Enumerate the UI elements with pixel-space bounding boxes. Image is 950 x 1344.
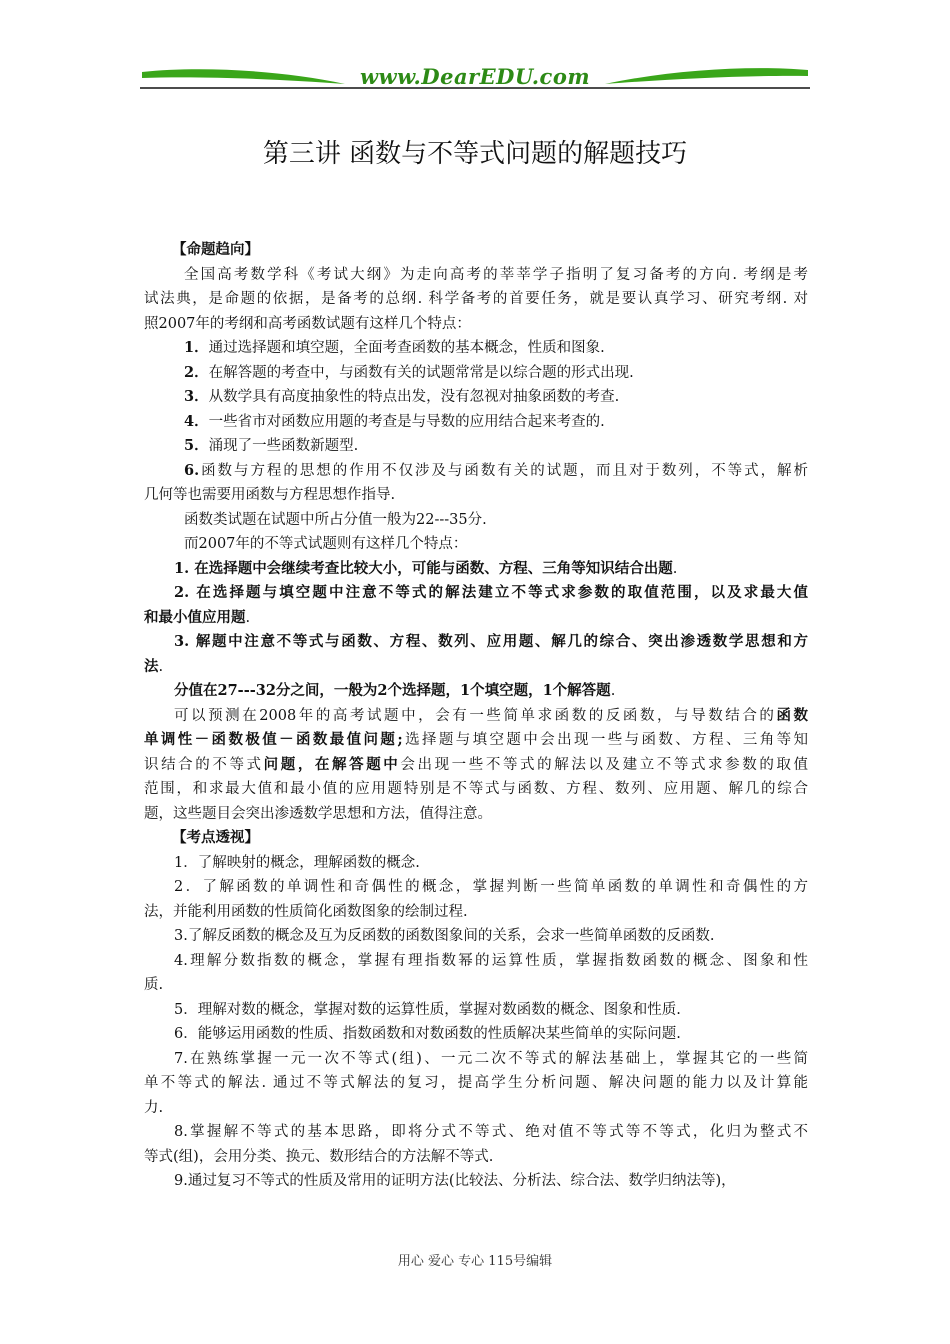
point-text: 通过选择题和填空题，全面考查函数的基本概念，性质和图象.: [208, 340, 605, 356]
forecast-line: [144, 728, 808, 753]
forecast-bold: 函数: [776, 706, 808, 724]
period: .: [610, 683, 616, 699]
func-point: [144, 385, 808, 410]
exam-point: 9.通过复习不等式的性质及常用的证明方法(比较法、分析法、综合法、数学归纳法等)，: [174, 1173, 736, 1189]
ineq-point-1: [144, 557, 808, 582]
point-number: 3．: [184, 388, 209, 405]
func-score: 函数类试题在试题中所占分值一般为22---35分.: [184, 511, 487, 528]
point-number: 1．: [184, 339, 209, 356]
point-text: 法: [144, 657, 159, 675]
page-title: 第三讲 函数与不等式问题的解题技巧: [262, 139, 688, 169]
forecast-text: 可以预测在2008年的高考试题中，会有一些简单求函数的反函数，与导数结合的: [174, 707, 777, 724]
ineq-point-2: 2. 在选择题与填空题中注意不等式的解法建立不等式求参数的取值范围，以及求最大值: [174, 584, 808, 601]
point-text: 从数学具有高度抽象性的特点出发，没有忽视对抽象函数的考查.: [208, 389, 620, 405]
site-logo-text: www.DearEDU.com: [359, 64, 591, 89]
ineq-point-3: 3. 解题中注意不等式与函数、方程、数列、应用题、解几的综合、突出渗透数学思想和方: [174, 633, 808, 650]
period: .: [158, 658, 164, 675]
forecast-line: 题，这些题目会突出渗透数学思想和方法，值得注意。: [144, 805, 492, 822]
intro-line: 试法典，是命题的依据，是备考的总纲. 科学备考的首要任务，就是要认真学习、研究考纲. 对: [144, 291, 808, 307]
point-number: 5．: [184, 437, 209, 454]
exam-point: 3.了解反函数的概念及互为反函数的函数图象间的关系，会求一些简单函数的反函数.: [174, 928, 715, 944]
ineq-point-3-cont: [144, 655, 808, 680]
exam-point: 8.掌握解不等式的基本思路，即将分式不等式、绝对值不等式等不等式，化归为整式不: [174, 1124, 808, 1140]
point-number: 6.: [184, 461, 200, 479]
exam-point-cont: 法，并能利用函数的性质简化函数图象的绘制过程.: [144, 903, 468, 920]
intro-line: 照2007年的考纲和高考函数试题有这样几个特点：: [144, 315, 471, 332]
period: .: [672, 560, 678, 577]
forecast-line: [144, 704, 808, 729]
ineq-score: [144, 679, 808, 704]
func-point: [144, 410, 808, 435]
ineq-point-2-cont: [144, 606, 808, 631]
intro-line: 全国高考数学科《考试大纲》为走向高考的莘莘学子指明了复习备考的方向. 考纲是考: [184, 266, 808, 283]
forecast-line: [144, 753, 808, 778]
forecast-bold: 问题，在解答题中: [263, 755, 401, 773]
exam-point: 6．能够运用函数的性质、指数函数和对数函数的性质解决某些简单的实际问题.: [174, 1026, 681, 1042]
point-number: 4．: [184, 412, 209, 430]
exam-point: 2．了解函数的单调性和奇偶性的概念，掌握判断一些简单函数的单调性和奇偶性的方: [174, 879, 808, 895]
exam-point-cont: 等式(组)，会用分类、换元、数形结合的方法解不等式.: [144, 1148, 494, 1165]
exam-point: 1．了解映射的概念，理解函数的概念.: [174, 854, 420, 871]
section-heading-points: 【考点透视】: [172, 829, 259, 846]
page-footer: 用心 爱心 专心 115号编辑: [397, 1254, 553, 1269]
exam-point-cont: 力.: [144, 1099, 164, 1116]
func-point-6: [144, 459, 808, 484]
point-number: 1.: [174, 559, 190, 577]
exam-point: 4.理解分数指数的概念，掌握有理指数幂的运算性质，掌握指数函数的概念、图象和性: [174, 952, 808, 969]
point-text: 分值在27---32分之间，一般为2个选择题，1个填空题，1个解答题: [174, 682, 611, 699]
exam-point: 5．理解对数的概念，掌握对数的运算性质，掌握对数函数的概念、图象和性质.: [174, 1001, 681, 1018]
section-heading-trends: 【命题趋向】: [172, 241, 259, 258]
forecast-text: 选择题与填空题中会出现一些与函数、方程、三角等知: [402, 732, 809, 748]
point-text: 函数与方程的思想的作用不仅涉及与函数有关的试题，而且对于数列，不等式，解析: [199, 462, 808, 479]
forecast-text: 会出现一些不等式的解法以及建立不等式求参数的取值: [400, 756, 809, 773]
ineq-intro: 而2007年的不等式试题则有这样几个特点：: [184, 536, 468, 552]
period: .: [245, 609, 251, 626]
point-text: 一些省市对函数应用题的考查是与导数的应用结合起来考查的.: [208, 413, 605, 430]
exam-point: 7.在熟练掌握一元一次不等式(组)、一元二次不等式的解法基础上，掌握其它的一些简: [174, 1050, 808, 1067]
func-point: [144, 336, 808, 361]
exam-point-cont: 质.: [144, 977, 164, 993]
point-number: 2．: [184, 363, 209, 381]
forecast-text: 识结合的不等式: [144, 756, 264, 773]
point-text: 在选择题中会继续考查比较大小，可能与函数、方程、三角等知识结合出题: [194, 559, 673, 577]
forecast-line: 范围，和求最大值和最小值的应用题特别是不等式与函数、方程、数列、应用题、解几的综合: [144, 781, 808, 797]
forecast-bold: 单调性－函数极值－函数最值问题;: [144, 731, 403, 748]
site-header: [140, 60, 810, 100]
point-text: 在解答题的考查中，与函数有关的试题常常是以综合题的形式出现.: [208, 364, 634, 381]
document-body: [144, 238, 808, 1194]
func-point: [144, 361, 808, 386]
point-text: 和最小值应用题: [144, 608, 246, 626]
func-point-6-cont: 几何等也需要用函数与方程思想作指导.: [144, 487, 396, 503]
func-point: [144, 434, 808, 459]
exam-point-cont: 单不等式的解法. 通过不等式解法的复习，提高学生分析问题、解决问题的能力以及计算能: [144, 1075, 808, 1091]
point-text: 涌现了一些函数新题型.: [208, 438, 359, 454]
